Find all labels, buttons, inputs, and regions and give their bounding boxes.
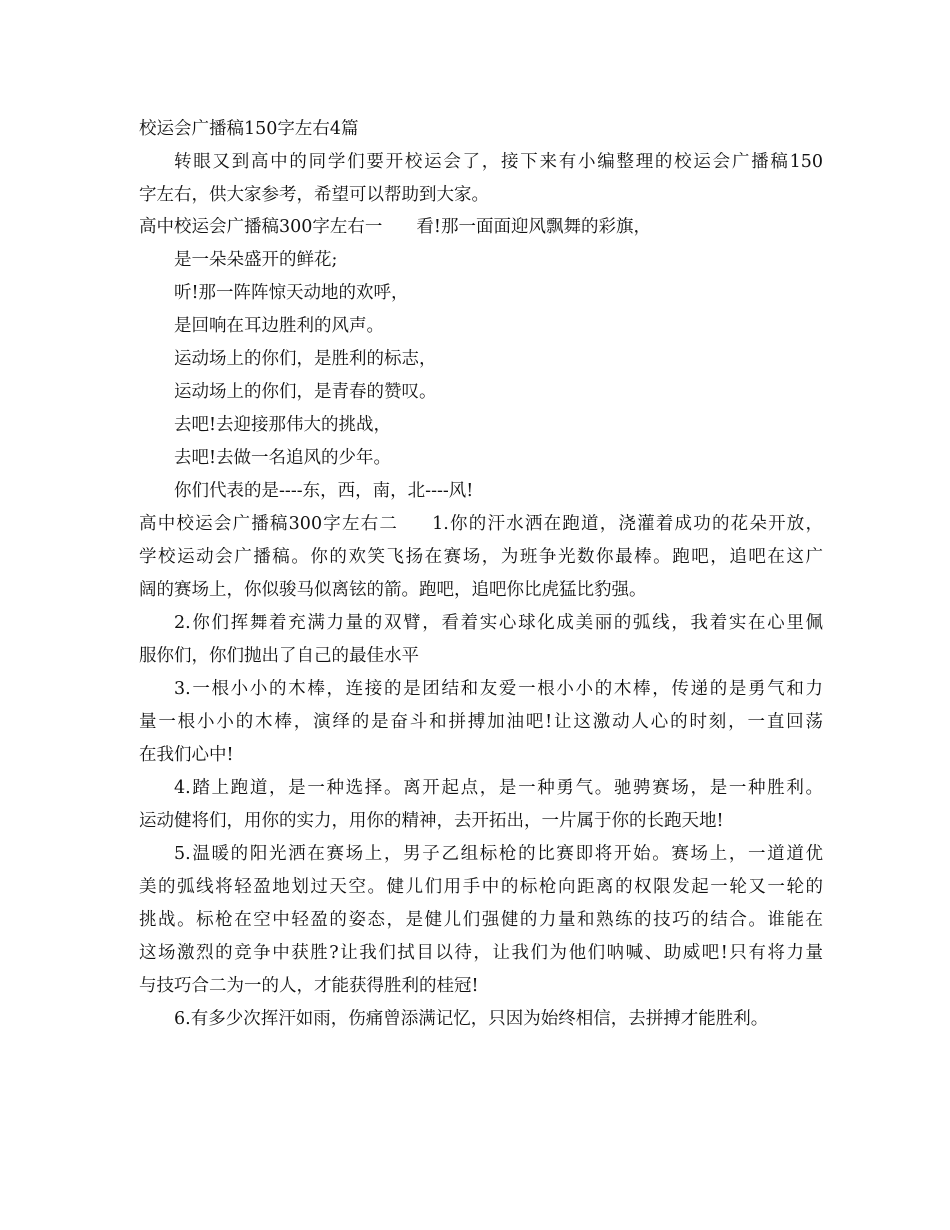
poem-line: 看!那一面面迎风飘舞的彩旗， [416, 217, 651, 237]
item-line: 在我们心中! [139, 745, 234, 765]
item-line: 2.你们挥舞着充满力量的双臂，看着实心球化成美丽的弧线，我着实在心里佩 [174, 613, 823, 633]
document-title: 校运会广播稿150字左右4篇 [139, 119, 359, 139]
item-line: 量一根小小的木棒，演绎的是奋斗和拼搏加油吧!让这激动人心的时刻，一直回荡 [139, 712, 823, 732]
section-2-heading: 高中校运会广播稿300字左右二 [139, 514, 399, 534]
poem-line: 去吧!去迎接那伟大的挑战， [174, 415, 392, 435]
item-line: 1.你的汗水洒在跑道，浇灌着成功的花朵开放， [432, 514, 823, 534]
section-1-heading: 高中校运会广播稿300字左右一 [139, 217, 383, 237]
item-line: 运动健将们，用你的实力，用你的精神，去开拓出，一片属于你的长跑天地! [139, 811, 724, 831]
poem-line: 运动场上的你们，是胜利的标志， [174, 349, 437, 369]
item-line: 阔的赛场上，你似骏马似离铉的箭。跑吧，追吧你比虎猛比豹强。 [139, 580, 647, 600]
poem-line: 去吧!去做一名追风的少年。 [174, 448, 392, 468]
poem-line: 是回响在耳边胜利的风声。 [174, 316, 384, 336]
item-line: 6.有多少次挥汗如雨，伤痛曾添满记忆，只因为始终相信，去拼搏才能胜利。 [174, 1009, 769, 1029]
item-line: 服你们，你们抛出了自己的最佳水平 [139, 646, 419, 666]
poem-line: 运动场上的你们，是青春的赞叹。 [174, 382, 437, 402]
intro-line: 字左右，供大家参考，希望可以帮助到大家。 [139, 185, 489, 205]
item-line: 3.一根小小的木棒，连接的是团结和友爱一根小小的木棒，传递的是勇气和力 [174, 679, 823, 699]
intro-line: 转眼又到高中的同学们要开校运会了，接下来有小编整理的校运会广播稿150 [174, 152, 823, 172]
item-line: 这场激烈的竞争中获胜?让我们拭目以待，让我们为他们呐喊、助威吧!只有将力量 [139, 943, 823, 963]
item-line: 与技巧合二为一的人，才能获得胜利的桂冠! [139, 976, 479, 996]
poem-line: 你们代表的是----东，西，南，北----风! [174, 481, 474, 501]
section-2-heading-line [139, 512, 823, 536]
poem-line: 听!那一阵阵惊天动地的欢呼， [174, 283, 409, 303]
poem-line: 是一朵朵盛开的鲜花; [174, 250, 338, 270]
item-line: 4.踏上跑道，是一种选择。离开起点，是一种勇气。驰骋赛场，是一种胜利。 [174, 778, 823, 798]
section-1-heading-line [139, 215, 651, 239]
item-line: 学校运动会广播稿。你的欢笑飞扬在赛场，为班争光数你最棒。跑吧，追吧在这广 [139, 547, 823, 567]
item-line: 挑战。标枪在空中轻盈的姿态，是健儿们强健的力量和熟练的技巧的结合。谁能在 [139, 910, 823, 930]
item-line: 美的弧线将轻盈地划过天空。健儿们用手中的标枪向距离的权限发起一轮又一轮的 [139, 877, 823, 897]
item-line: 5.温暖的阳光洒在赛场上，男子乙组标枪的比赛即将开始。赛场上，一道道优 [174, 844, 823, 864]
